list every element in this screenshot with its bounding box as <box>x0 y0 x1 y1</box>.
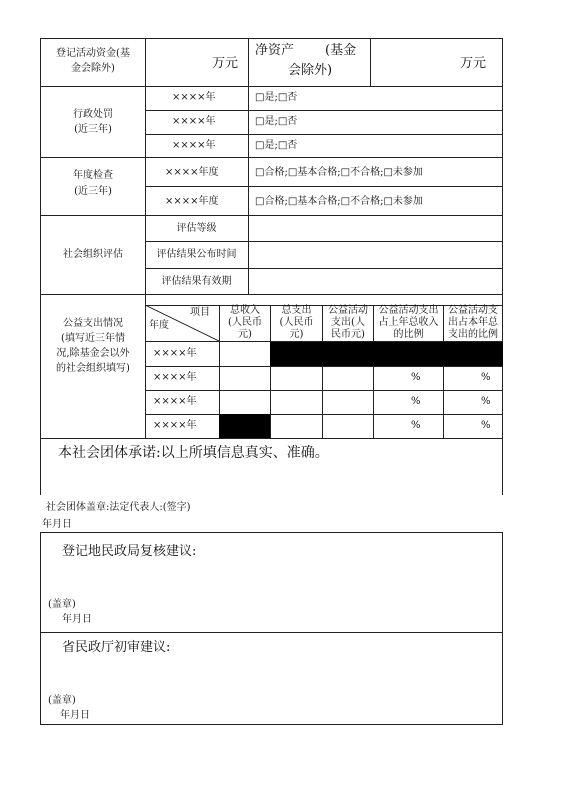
commitment-statement: 本社会团体承诺:以上所填信息真实、准确。 <box>58 445 329 461</box>
annual-check-options[interactable]: □合格;□基本合格;□不合格;□未参加 <box>255 196 423 207</box>
redaction-block <box>270 342 503 366</box>
sign-date: 年月日 <box>42 519 72 530</box>
province-review-date: 年月日 <box>60 710 90 721</box>
header-total-income: 总收入 (人民币 元) <box>228 305 262 340</box>
corner-year-label: 年度 <box>149 320 169 331</box>
welfare-pct: % <box>411 420 421 431</box>
funds-unit: 万元 <box>212 56 239 71</box>
evaluation-label: 社会组织评估 <box>63 249 123 260</box>
funds-label-1: 登记活动资金(基 <box>56 48 130 59</box>
welfare-year: ××××年 <box>153 420 197 431</box>
annual-check-year: ××××年度 <box>165 167 219 178</box>
annual-check-year: ××××年度 <box>165 196 219 207</box>
penalty-options[interactable]: □是;□否 <box>255 92 298 103</box>
welfare-label: (填写近三年情 <box>61 333 125 344</box>
welfare-label: 况,除基金会以外 <box>56 348 130 359</box>
local-review-title: 登记地民政局复核建议: <box>62 544 197 559</box>
welfare-pct: % <box>481 396 491 407</box>
header-ratio-current-expenditure: 公益活动支 出占本年总 支出的比例 <box>448 305 498 340</box>
penalty-year: ××××年 <box>172 116 216 127</box>
welfare-year: ××××年 <box>153 372 197 383</box>
net-assets-unit: 万元 <box>460 56 487 71</box>
net-assets-label: 净资产 <box>255 43 295 58</box>
header-welfare-expenditure: 公益活动 支出(人 民币元) <box>328 305 368 340</box>
evaluation-publish-time-label: 评估结果公布时间 <box>156 249 237 260</box>
header-total-expenditure: 总支出 (人民币 元) <box>279 305 314 340</box>
evaluation-grade-label: 评估等级 <box>176 223 217 234</box>
welfare-year: ××××年 <box>153 348 197 359</box>
redaction-block <box>219 414 270 438</box>
welfare-pct: % <box>481 420 491 431</box>
penalty-options[interactable]: □是;□否 <box>255 116 298 127</box>
welfare-pct: % <box>481 372 491 383</box>
penalty-year: ××××年 <box>172 140 216 151</box>
penalty-label-1: 行政处罚 <box>73 109 113 120</box>
sign-line: 社会团体盖章:法定代表人:(签字) <box>46 502 191 513</box>
welfare-pct: % <box>411 396 421 407</box>
funds-label-2: 金会除外) <box>71 63 115 74</box>
penalty-year: ××××年 <box>172 92 216 103</box>
local-review-date: 年月日 <box>62 614 92 625</box>
net-assets-paren: (基金 <box>325 43 357 58</box>
penalty-options[interactable]: □是;□否 <box>255 140 298 151</box>
header-ratio-prev-income: 公益活动支出 占上年总收入 的比例 <box>378 305 439 340</box>
annual-check-label-1: 年度检查 <box>73 170 113 181</box>
welfare-label: 公益支出情况 <box>63 318 123 329</box>
evaluation-validity-label: 评估结果有效期 <box>161 276 232 287</box>
welfare-year: ××××年 <box>153 396 197 407</box>
local-review-seal: (盖章) <box>48 599 76 610</box>
corner-item-label: 项目 <box>190 307 210 318</box>
annual-check-options[interactable]: □合格;□基本合格;□不合格;□未参加 <box>255 167 423 178</box>
penalty-label-2: (近三年) <box>74 124 112 135</box>
welfare-pct: % <box>411 372 421 383</box>
net-assets-label-2: 会除外) <box>288 63 333 78</box>
province-review-seal: (盖章) <box>48 695 76 706</box>
annual-check-label-2: (近三年) <box>74 186 112 197</box>
province-review-title: 省民政厅初审建议: <box>62 640 171 655</box>
welfare-label: 的社会组织填写) <box>56 363 130 374</box>
